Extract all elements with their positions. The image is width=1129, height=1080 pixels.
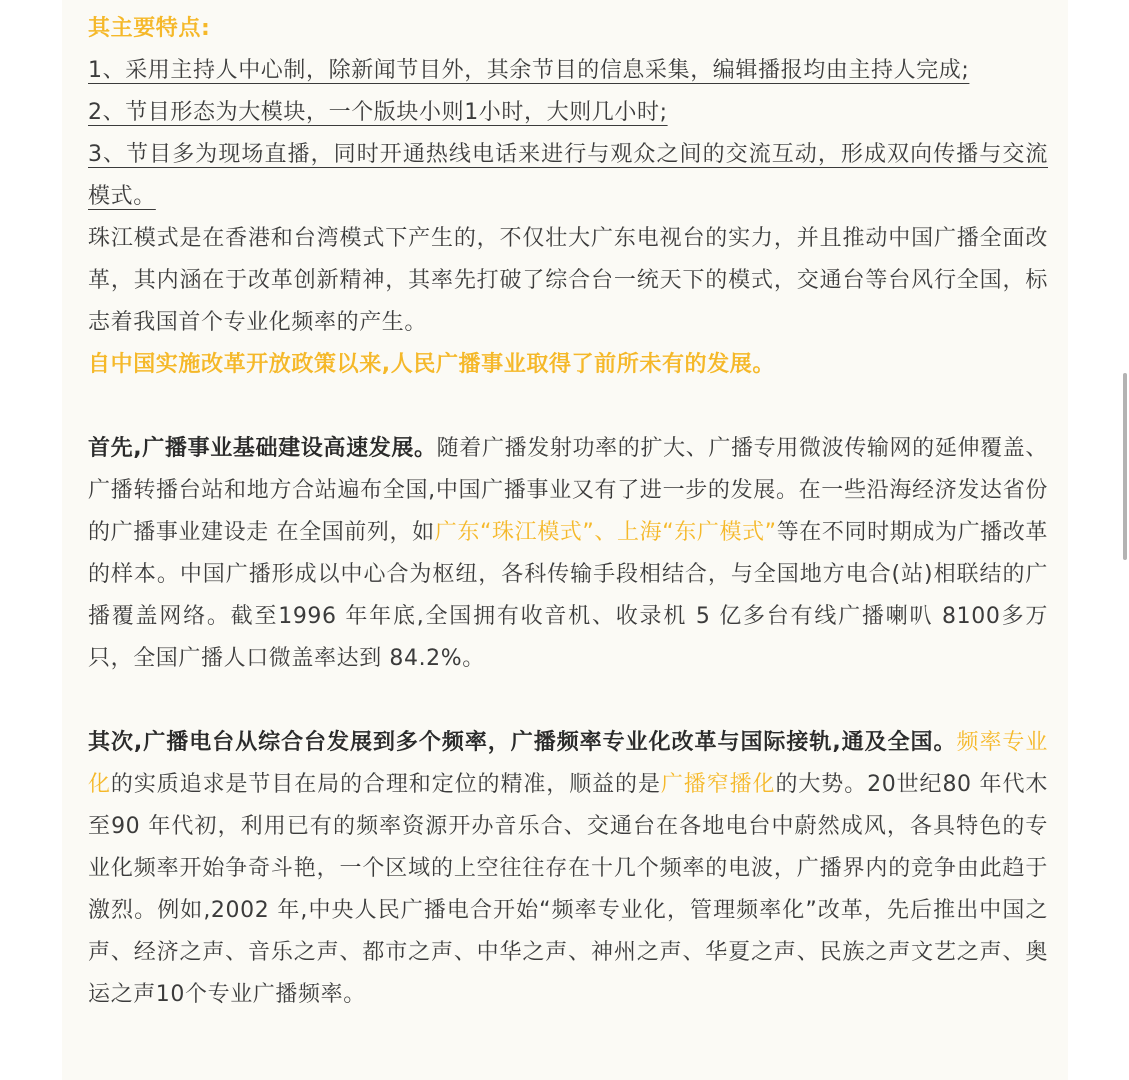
second-highlight-2: 广播窄播化 xyxy=(660,772,776,797)
document-page xyxy=(62,0,1068,1080)
first-lead: 首先,广播事业基础建设高速发展。 xyxy=(88,436,437,461)
first-text-1: 随着广播发射功率的扩大、广播专用微波传输网的延伸覆盖、广播转播台站和地方合站遍布全国,中国广播事业又有了进一步的发展。在一些沿海经济发达省份的广播事业建设走 在全国前列，如 xyxy=(88,436,1048,545)
scrollbar-thumb[interactable] xyxy=(1123,373,1127,560)
spacer xyxy=(88,680,1048,722)
second-lead: 其次,广播电台从综合台发展到多个频率，广播频率专业化改革与国际接轨,通及全国。 xyxy=(88,730,957,755)
second-paragraph xyxy=(88,722,1048,1016)
spacer xyxy=(88,386,1048,428)
second-text-2: 的大势。20世纪80 年代木至90 年代初，利用已有的频率资源开办音乐合、交通台在各地电台中蔚然成风，各具特色的专业化频率开始争奇斗艳，一个区域的上空往往存在十几个频率的电波，广播界内的竞争由此趋于激烈。例如,2002 年,中央人民广播电合开始“频率专业化，管理频率化”改革，先后推出中国之声、经济之声、音乐之声、都市之声、中华之声、神州之声、华夏之声、民族之声文艺之声、奥运之声10个专业广播频率。 xyxy=(88,772,1048,1007)
first-text-2: 等在不同时期成为广播改革的样本。中国广播形成以中心合为枢纽，各科传输手段相结合，与全国地方电合(站)相联结的广播覆盖网络。截至1996 年年底,全国拥有收音机、收录机 5 亿多台有线广播喇叭 8100多万只，全国广播人口微盖率达到 84.2%。 xyxy=(88,520,1048,671)
first-paragraph xyxy=(88,428,1048,680)
feature-item-1: 1、采用主持人中心制，除新闻节目外，其余节目的信息采集，编辑播报均由主持人完成; xyxy=(88,58,970,83)
reform-statement: 自中国实施改革开放政策以来,人民广播事业取得了前所未有的发展。 xyxy=(88,352,775,377)
second-highlight-1: 频率专业化 xyxy=(88,730,1048,797)
feature-item-3: 3、节目多为现场直播，同时开通热线电话来进行与观众之间的交流互动，形成双向传播与交流模式。 xyxy=(88,142,1048,209)
features-heading: 其主要特点: xyxy=(88,16,211,41)
second-text-1: 的实质追求是节目在局的合理和定位的精准，顺益的是 xyxy=(110,772,661,797)
first-highlight: 广东“珠江模式”、上海“东广模式” xyxy=(434,520,777,545)
zhujiang-paragraph: 珠江模式是在香港和台湾模式下产生的，不仅壮大广东电视台的实力，并且推动中国广播全面改革，其内涵在于改革创新精神，其率先打破了综合台一统天下的模式，交通台等台风行全国，标志着我国首个专业化频率的产生。 xyxy=(88,226,1048,335)
article-body xyxy=(88,8,1048,1016)
feature-item-2: 2、节目形态为大模块，一个版块小则1小时，大则几小时; xyxy=(88,100,668,125)
